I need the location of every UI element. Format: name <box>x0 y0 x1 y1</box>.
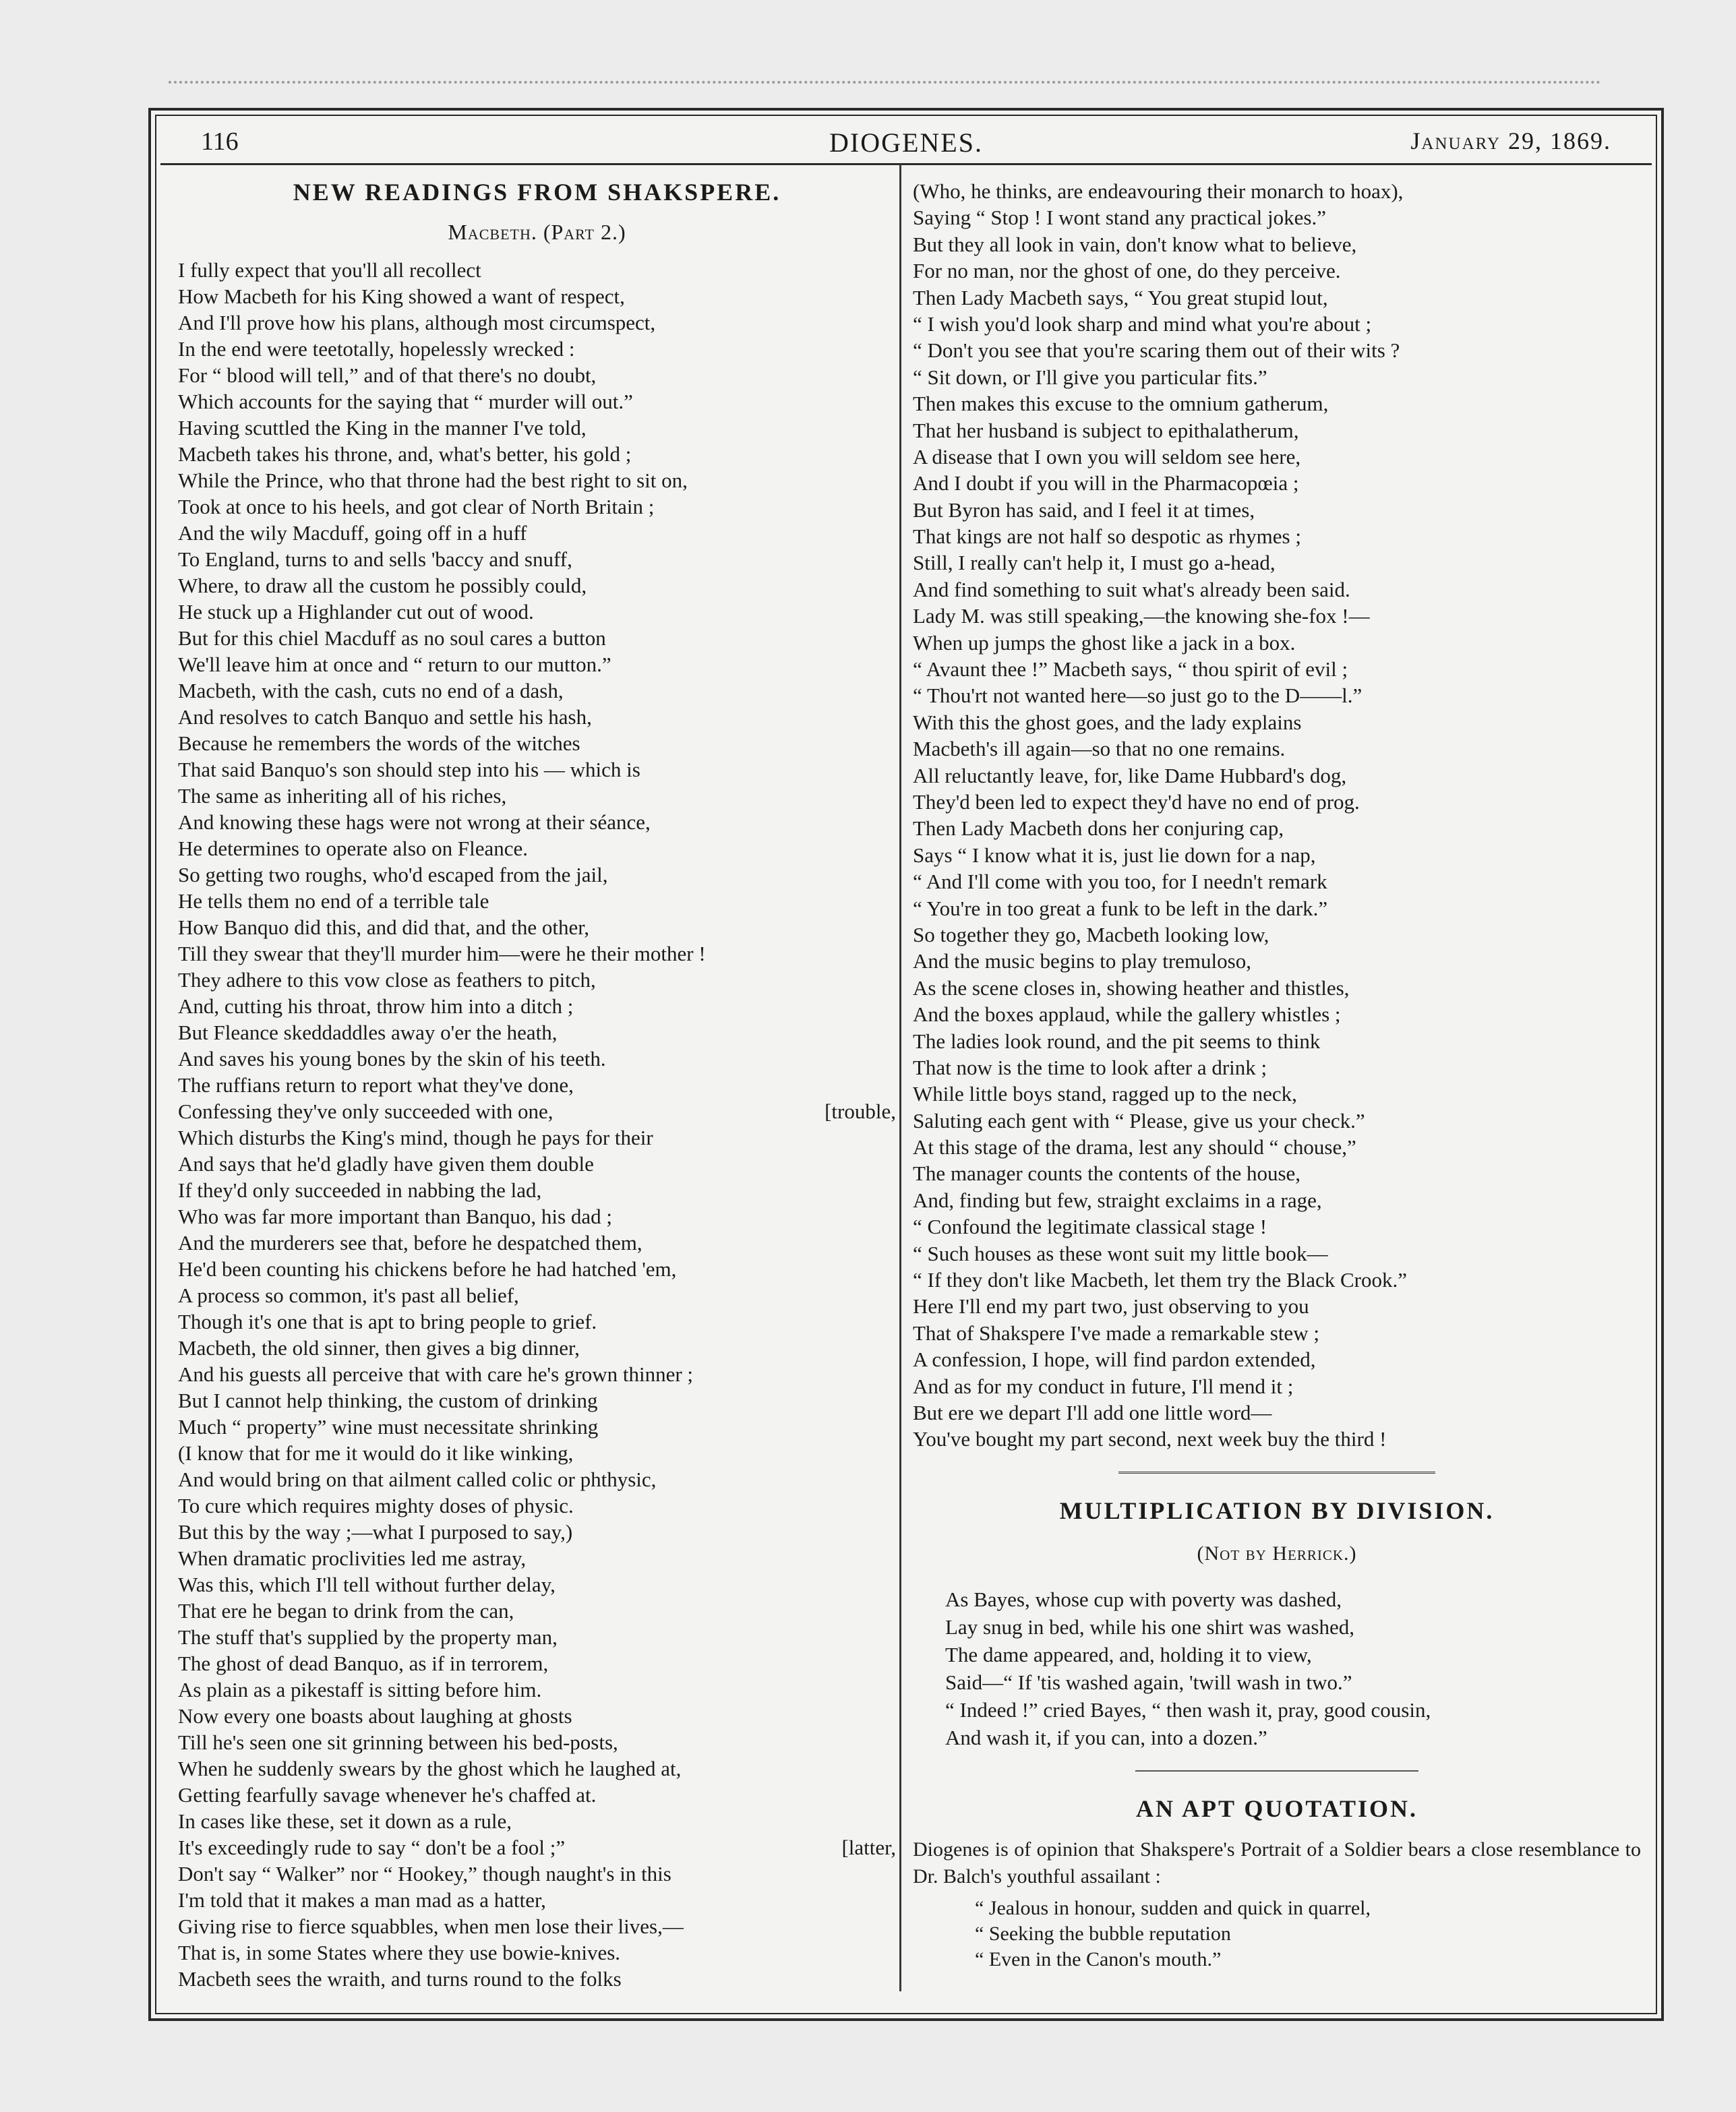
verse-line-text: And the music begins to play tremuloso, <box>913 949 1251 973</box>
verse-continuation <box>913 178 1641 1453</box>
verse-line-text: How Macbeth for his King showed a want of respect, <box>178 284 625 308</box>
verse-line-text: Lady M. was still speaking,—the knowing she-fox !— <box>913 604 1370 628</box>
verse-line-text: Till they swear that they'll murder him—were he their mother ! <box>178 942 706 965</box>
verse-line <box>913 576 1641 603</box>
verse-line-text: You've bought my part second, next week buy the third ! <box>913 1427 1387 1451</box>
verse-line-text: And his guests all perceive that with care he's grown thinner ; <box>178 1362 694 1386</box>
article-title: AN APT QUOTATION. <box>1135 1794 1418 1822</box>
verse-line-text: Saluting each gent with “ Please, give us your check.” <box>913 1108 1365 1133</box>
verse-line-text: Lay snug in bed, while his one shirt was washed, <box>945 1615 1354 1639</box>
verse-line-text: Who was far more important than Banquo, his dad ; <box>178 1205 612 1228</box>
verse-line-text: He stuck up a Highlander cut out of wood. <box>178 600 534 624</box>
verse-line <box>178 1335 896 1361</box>
verse-line-text: In the end were teetotally, hopelessly wrecked : <box>178 337 575 361</box>
verse-line-text: The stuff that's supplied by the property man, <box>178 1625 558 1649</box>
right-column <box>913 178 1641 1972</box>
verse-line-text: And saves his young bones by the skin of his teeth. <box>178 1047 606 1070</box>
verse-line <box>178 888 896 914</box>
verse-line-text: Then Lady Macbeth dons her conjuring cap, <box>913 816 1284 841</box>
verse-line-text: Now every one boasts about laughing at ghosts <box>178 1704 572 1728</box>
verse-body <box>178 257 896 1992</box>
top-dotted-rule <box>169 81 1601 90</box>
verse-line <box>913 1320 1641 1346</box>
verse-line <box>178 309 896 336</box>
verse-line <box>913 444 1641 470</box>
verse-line <box>913 682 1641 708</box>
verse-line-text: But they all look in vain, don't know what to believe, <box>913 232 1357 256</box>
page-header <box>160 120 1652 165</box>
verse-line <box>913 1293 1641 1319</box>
verse-line <box>913 1240 1641 1267</box>
verse-line <box>913 523 1641 549</box>
verse-line <box>913 231 1641 258</box>
verse-line <box>178 1887 896 1913</box>
verse-line <box>178 1308 896 1335</box>
verse-line <box>178 1361 896 1387</box>
verse-line-text: Much “ property” wine must necessitate shrinking <box>178 1415 599 1439</box>
verse-line-text: And wash it, if you can, into a dozen.” <box>945 1725 1267 1749</box>
verse-line <box>178 336 896 362</box>
verse-line <box>913 549 1641 576</box>
verse-line-text: Confessing they've only succeeded with one, <box>178 1099 553 1123</box>
verse-line-text: That kings are not half so despotic as rhymes ; <box>913 524 1301 549</box>
verse-line-text: That is, in some States where they use bowie-knives. <box>178 1941 621 1964</box>
verse-line <box>178 362 896 388</box>
verse-line <box>178 809 896 835</box>
verse-line-text: How Banquo did this, and did that, and the other, <box>178 915 590 939</box>
verse-line <box>178 1755 896 1782</box>
article-paragraph: Diogenes is of opinion that Shakspere's Portrait of a Soldier bears a close resemblance to Dr. Balch's youthful assailant : <box>913 1838 1641 1888</box>
verse-line-text: “ Seeking the bubble reputation <box>975 1922 1231 1945</box>
verse-line <box>178 283 896 309</box>
verse-line <box>913 1346 1641 1372</box>
verse-line <box>913 1426 1641 1452</box>
verse-line-text: Saying “ Stop ! I wont stand any practical jokes.” <box>913 206 1326 230</box>
verse-line <box>913 1921 1641 1947</box>
section-divider <box>1135 1770 1418 1774</box>
article-subtitle: Macbeth. (Part 2.) <box>448 220 626 244</box>
verse-line <box>178 415 896 441</box>
verse-line <box>178 599 896 625</box>
verse-line-text: Still, I really can't help it, I must go a-head, <box>913 551 1276 575</box>
verse-line <box>913 1187 1641 1213</box>
verse-line <box>178 388 896 415</box>
verse-line <box>178 1019 896 1046</box>
verse-line-text: That ere he began to drink from the can, <box>178 1599 514 1623</box>
verse-line <box>178 1808 896 1834</box>
verse-line <box>178 677 896 704</box>
verse-line <box>913 709 1641 735</box>
verse-line-text: Then Lady Macbeth says, “ You great stupid lout, <box>913 285 1328 309</box>
verse-line <box>913 1108 1641 1134</box>
verse-line <box>178 862 896 888</box>
verse-line <box>178 914 896 940</box>
page-number: 116 <box>201 127 239 156</box>
verse-line-text: And the wily Macduff, going off in a huff <box>178 521 527 545</box>
verse-line <box>913 364 1641 390</box>
verse-line-text: While little boys stand, ragged up to the neck, <box>913 1082 1297 1106</box>
verse-line <box>913 922 1641 948</box>
verse-line <box>913 815 1641 841</box>
verse-line-text: The manager counts the contents of the house, <box>913 1161 1301 1186</box>
verse-line <box>178 1834 896 1861</box>
verse-line-text: When dramatic proclivities led me astray, <box>178 1546 527 1570</box>
verse-line <box>178 1256 896 1282</box>
article-title: NEW READINGS FROM SHAKSPERE. <box>293 179 781 206</box>
verse-line <box>178 1913 896 1939</box>
verse-line <box>913 390 1641 417</box>
verse-line <box>178 625 896 651</box>
verse-line-text: Macbeth's ill again—so that no one remains. <box>913 737 1286 761</box>
verse-line-text: A process so common, it's past all belief, <box>178 1284 519 1307</box>
verse-line-text: In cases like these, set it down as a rule, <box>178 1809 512 1833</box>
verse-line-text: I fully expect that you'll all recollect <box>178 258 481 282</box>
masthead: DIOGENES. <box>829 127 983 158</box>
verse-line <box>178 257 896 283</box>
verse-line <box>913 789 1641 815</box>
verse-line <box>913 1668 1641 1696</box>
verse-line <box>913 1613 1641 1641</box>
verse-line-text: They adhere to this vow close as feathers to pitch, <box>178 968 596 992</box>
section-divider <box>1118 1472 1435 1476</box>
verse-line-text: He'd been counting his chickens before he had hatched 'em, <box>178 1257 677 1281</box>
verse-line-text: To cure which requires mighty doses of physic. <box>178 1494 574 1517</box>
poem-body <box>913 1586 1641 1751</box>
verse-line <box>178 1387 896 1414</box>
verse-line-text: While the Prince, who that throne had the best right to sit on, <box>178 469 688 492</box>
verse-line <box>178 493 896 520</box>
verse-line-text: Macbeth, with the cash, cuts no end of a dash, <box>178 679 564 702</box>
verse-line <box>913 1213 1641 1240</box>
verse-line <box>178 783 896 809</box>
verse-line-text: “ And I'll come with you too, for I needn't remark <box>913 870 1327 894</box>
verse-line-text: A confession, I hope, will find pardon extended, <box>913 1348 1316 1372</box>
verse-line <box>913 1373 1641 1399</box>
runover-bracket: [trouble, <box>825 1099 896 1123</box>
verse-line <box>178 1677 896 1703</box>
verse-line-text: And would bring on that ailment called colic or phthysic, <box>178 1468 657 1491</box>
verse-line <box>913 1399 1641 1426</box>
verse-line <box>913 1028 1641 1054</box>
verse-line <box>913 284 1641 311</box>
verse-line-text: And I doubt if you will in the Pharmacopœia ; <box>913 471 1299 495</box>
verse-line <box>178 1072 896 1098</box>
verse-line <box>178 1124 896 1151</box>
verse-line-text: “ Don't you see that you're scaring them out of their wits ? <box>913 338 1400 363</box>
verse-line <box>913 1081 1641 1107</box>
verse-line <box>178 1966 896 1992</box>
verse-line-text: And knowing these hags were not wrong at their séance, <box>178 810 651 834</box>
verse-line-text: He determines to operate also on Fleance. <box>178 837 529 860</box>
verse-line <box>913 337 1641 363</box>
verse-line-text: “ Confound the legitimate classical stage ! <box>913 1215 1267 1239</box>
verse-line <box>178 467 896 493</box>
verse-line <box>913 1586 1641 1613</box>
verse-line <box>178 993 896 1019</box>
verse-line-text: I'm told that it makes a man mad as a hatter, <box>178 1888 546 1912</box>
verse-line-text: Says “ I know what it is, just lie down for a nap, <box>913 843 1316 867</box>
verse-line-text: And, cutting his throat, throw him into a ditch ; <box>178 994 574 1018</box>
verse-line-text: Macbeth, the old sinner, then gives a big dinner, <box>178 1336 580 1360</box>
verse-line-text: Don't say “ Walker” nor “ Hookey,” though naught's in this <box>178 1862 671 1885</box>
verse-line-text: “ You're in too great a funk to be left in the dark.” <box>913 896 1328 920</box>
verse-line-text: To England, turns to and sells 'baccy and snuff, <box>178 547 572 571</box>
verse-line-text: The same as inheriting all of his riches, <box>178 784 507 808</box>
verse-line-text: (I know that for me it would do it like winking, <box>178 1441 574 1465</box>
verse-line <box>913 630 1641 656</box>
verse-line <box>913 1267 1641 1293</box>
verse-line <box>178 572 896 599</box>
verse-line <box>178 441 896 467</box>
verse-line-text: But ere we depart I'll add one little word— <box>913 1400 1272 1424</box>
verse-line-text: Because he remembers the words of the witches <box>178 731 580 755</box>
verse-line <box>178 1440 896 1466</box>
verse-line-text: But I cannot help thinking, the custom of drinking <box>178 1389 598 1412</box>
verse-line-text: We'll leave him at once and “ return to our mutton.” <box>178 653 611 676</box>
verse-line-text: So getting two roughs, who'd escaped from the jail, <box>178 863 608 886</box>
verse-line <box>178 1861 896 1887</box>
verse-line <box>178 940 896 967</box>
verse-line <box>913 842 1641 868</box>
verse-line-text: At this stage of the drama, lest any should “ chouse,” <box>913 1135 1356 1159</box>
verse-line-text: “ Indeed !” cried Bayes, “ then wash it, pray, good cousin, <box>945 1697 1431 1722</box>
verse-line-text: The ghost of dead Banquo, as if in terrorem, <box>178 1652 549 1675</box>
verse-line-text: That her husband is subject to epithalatherum, <box>913 418 1299 442</box>
verse-line <box>913 656 1641 682</box>
verse-line <box>913 1054 1641 1081</box>
left-column <box>178 178 896 1992</box>
verse-line-text: Macbeth sees the wraith, and turns round to the folks <box>178 1967 622 1991</box>
verse-line <box>178 1414 896 1440</box>
verse-line <box>913 204 1641 231</box>
verse-line <box>913 1896 1641 1921</box>
verse-line-text: When up jumps the ghost like a jack in a box. <box>913 630 1296 655</box>
verse-line-text: “ Sit down, or I'll give you particular fits.” <box>913 365 1267 389</box>
verse-line-text: A disease that I own you will seldom see here, <box>913 444 1301 469</box>
verse-line <box>913 735 1641 762</box>
article-title: MULTIPLICATION BY DIVISION. <box>1059 1497 1495 1524</box>
verse-line <box>178 1177 896 1203</box>
verse-line-text: And as for my conduct in future, I'll mend it ; <box>913 1374 1294 1398</box>
verse-line <box>178 730 896 756</box>
verse-line <box>178 1519 896 1545</box>
verse-line-text: All reluctantly leave, for, like Dame Hubbard's dog, <box>913 763 1347 787</box>
verse-line-text: And the murderers see that, before he despatched them, <box>178 1231 642 1255</box>
verse-line-text: That now is the time to look after a drink ; <box>913 1055 1267 1079</box>
verse-line <box>913 1134 1641 1160</box>
verse-line <box>913 258 1641 284</box>
verse-line-text: But for this chiel Macduff as no soul cares a button <box>178 626 606 650</box>
verse-line <box>178 1545 896 1571</box>
verse-line <box>178 835 896 862</box>
verse-line <box>913 178 1641 204</box>
verse-line <box>913 895 1641 922</box>
verse-line <box>178 967 896 993</box>
verse-line-text: For “ blood will tell,” and of that there's no doubt, <box>178 363 597 387</box>
verse-line-text: Was this, which I'll tell without further delay, <box>178 1573 556 1596</box>
verse-line <box>178 1492 896 1519</box>
verse-line-text: Said—“ If 'tis washed again, 'twill wash in two.” <box>945 1670 1352 1694</box>
quotation-block <box>913 1896 1641 1972</box>
verse-line <box>913 1160 1641 1186</box>
verse-line-text: And resolves to catch Banquo and settle his hash, <box>178 705 592 729</box>
verse-line <box>178 1598 896 1624</box>
verse-line <box>913 1641 1641 1668</box>
article-subtitle: (Not by Herrick.) <box>1197 1542 1357 1565</box>
verse-line-text: He tells them no end of a terrible tale <box>178 889 489 913</box>
verse-line <box>178 546 896 572</box>
newspaper-page <box>148 108 1664 2021</box>
verse-line <box>913 417 1641 444</box>
verse-line-text: “ I wish you'd look sharp and mind what you're about ; <box>913 311 1372 336</box>
verse-line-text: As the scene closes in, showing heather and thistles, <box>913 975 1350 1000</box>
verse-line-text: Getting fearfully savage whenever he's chaffed at. <box>178 1783 597 1807</box>
verse-line-text: Having scuttled the King in the manner I've told, <box>178 416 587 440</box>
verse-line <box>913 470 1641 496</box>
verse-line <box>178 520 896 546</box>
verse-line <box>178 1098 896 1124</box>
verse-line-text: Though it's one that is apt to bring people to grief. <box>178 1310 597 1333</box>
verse-line-text: And says that he'd gladly have given them double <box>178 1152 594 1176</box>
verse-line-text: But this by the way ;—what I purposed to say,) <box>178 1520 573 1544</box>
verse-line <box>178 1650 896 1677</box>
runover-bracket: [latter, <box>841 1836 896 1859</box>
verse-line <box>178 1203 896 1230</box>
verse-line-text: Giving rise to fierce squabbles, when men lose their lives,— <box>178 1914 684 1938</box>
verse-line-text: “ Jealous in honour, sudden and quick in quarrel, <box>975 1896 1371 1919</box>
verse-line <box>178 1624 896 1650</box>
verse-line-text: Till he's seen one sit grinning between his bed-posts, <box>178 1730 618 1754</box>
verse-line <box>913 948 1641 974</box>
verse-line-text: “ If they don't like Macbeth, let them try the Black Crook.” <box>913 1268 1408 1292</box>
verse-line <box>913 603 1641 629</box>
verse-line-text: (Who, he thinks, are endeavouring their monarch to hoax), <box>913 179 1404 203</box>
verse-line-text: Took at once to his heels, and got clear of North Britain ; <box>178 495 655 518</box>
verse-line <box>178 1466 896 1492</box>
verse-line-text: But Byron has said, and I feel it at times, <box>913 497 1255 522</box>
verse-line-text: Where, to draw all the custom he possibly could, <box>178 574 587 597</box>
verse-line-text: The ruffians return to report what they've done, <box>178 1073 574 1097</box>
verse-line-text: As plain as a pikestaff is sitting before him. <box>178 1678 542 1701</box>
verse-line-text: So together they go, Macbeth looking low, <box>913 922 1269 946</box>
verse-line <box>178 1939 896 1966</box>
verse-line <box>178 1151 896 1177</box>
verse-line-text: And I'll prove how his plans, although most circumspect, <box>178 311 656 334</box>
verse-line-text: Which accounts for the saying that “ murder will out.” <box>178 390 633 413</box>
verse-line-text: It's exceedingly rude to say “ don't be a fool ;” <box>178 1836 566 1859</box>
verse-line <box>913 1001 1641 1027</box>
column-divider <box>899 164 901 1991</box>
verse-line-text: They'd been led to expect they'd have no end of prog. <box>913 789 1360 814</box>
verse-line-text: The dame appeared, and, holding it to view, <box>945 1642 1312 1666</box>
verse-line-text: “ Such houses as these wont suit my little book— <box>913 1241 1328 1265</box>
verse-line <box>178 651 896 677</box>
verse-line-text: That said Banquo's son should step into his — which is <box>178 758 640 781</box>
verse-line-text: Macbeth takes his throne, and, what's better, his gold ; <box>178 442 632 466</box>
issue-date: January 29, 1869. <box>1410 127 1611 154</box>
verse-line-text: And, finding but few, straight exclaims in a rage, <box>913 1188 1322 1212</box>
verse-line-text: Here I'll end my part two, just observing to you <box>913 1294 1309 1319</box>
verse-line-text: And find something to suit what's already been said. <box>913 577 1350 601</box>
verse-line <box>913 1724 1641 1751</box>
verse-line <box>913 1947 1641 1972</box>
verse-line <box>178 1729 896 1755</box>
verse-line <box>178 1782 896 1808</box>
verse-line-text: When he suddenly swears by the ghost which he laughed at, <box>178 1757 682 1780</box>
verse-line-text: That of Shakspere I've made a remarkable stew ; <box>913 1321 1319 1345</box>
verse-line-text: With this the ghost goes, and the lady explains <box>913 710 1302 734</box>
verse-line-text: “ Thou'rt not wanted here—so just go to the D——l.” <box>913 684 1363 708</box>
verse-line <box>178 1703 896 1729</box>
verse-line <box>913 497 1641 523</box>
verse-line-text: The ladies look round, and the pit seems to think <box>913 1029 1321 1053</box>
verse-line <box>178 1046 896 1072</box>
verse-line <box>913 311 1641 337</box>
verse-line <box>913 1696 1641 1724</box>
verse-line-text: As Bayes, whose cup with poverty was dashed, <box>945 1587 1342 1611</box>
verse-line <box>178 756 896 783</box>
verse-line-text: Which disturbs the King's mind, though he pays for their <box>178 1126 653 1149</box>
verse-line <box>178 704 896 730</box>
verse-line-text: But Fleance skeddaddles away o'er the heath, <box>178 1021 558 1044</box>
verse-line-text: “ Even in the Canon's mouth.” <box>975 1948 1222 1970</box>
verse-line <box>178 1282 896 1308</box>
verse-line-text: “ Avaunt thee !” Macbeth says, “ thou spirit of evil ; <box>913 657 1348 682</box>
verse-line <box>913 868 1641 895</box>
verse-line <box>913 975 1641 1001</box>
verse-line-text: And the boxes applaud, while the gallery whistles ; <box>913 1002 1341 1027</box>
verse-line-text: For no man, nor the ghost of one, do they perceive. <box>913 259 1341 283</box>
verse-line-text: If they'd only succeeded in nabbing the lad, <box>178 1178 542 1202</box>
verse-line <box>178 1571 896 1598</box>
verse-line <box>913 762 1641 789</box>
verse-line <box>178 1230 896 1256</box>
verse-line-text: Then makes this excuse to the omnium gatherum, <box>913 392 1329 416</box>
